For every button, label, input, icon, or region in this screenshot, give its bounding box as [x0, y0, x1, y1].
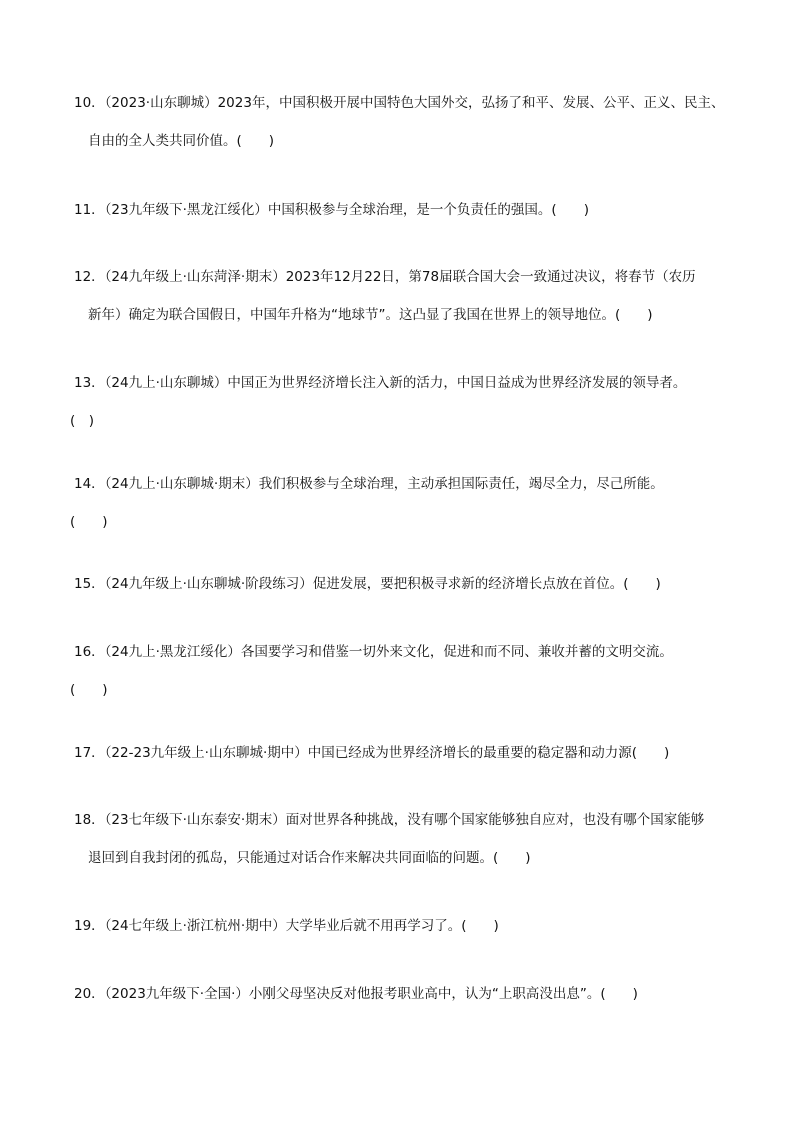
- question-line: [74, 258, 754, 296]
- answer-blank[interactable]: ( ): [493, 850, 531, 866]
- question-14: [70, 465, 754, 541]
- question-13: [70, 364, 754, 440]
- question-number: 20．: [74, 986, 105, 1002]
- answer-blank[interactable]: ( ): [615, 307, 653, 323]
- question-source: （2023九年级下·全国·）: [104, 986, 249, 1002]
- answer-blank[interactable]: ( ): [600, 986, 638, 1002]
- question-line: [74, 364, 754, 402]
- question-11: [74, 191, 754, 229]
- question-12: [74, 258, 754, 334]
- answer-blank[interactable]: ( ): [70, 514, 108, 530]
- question-line: [74, 191, 754, 229]
- question-line: [74, 975, 754, 1013]
- question-19: [74, 907, 754, 945]
- question-line: [74, 633, 754, 671]
- question-source: （23七年级下·山东泰安·期末）: [104, 812, 286, 828]
- question-line: [74, 122, 754, 160]
- question-line: [74, 296, 754, 334]
- question-10: [74, 84, 754, 160]
- question-line: [74, 84, 754, 122]
- question-statement: 2023年，中国积极开展中国特色大国外交，弘扬了和平、发展、公平、正义、民主、: [217, 95, 725, 111]
- question-line: [70, 503, 754, 541]
- answer-blank[interactable]: ( ): [461, 918, 499, 934]
- question-source: （23九年级下·黑龙江绥化）: [104, 202, 268, 218]
- question-15: [74, 565, 754, 603]
- answer-blank[interactable]: ( ): [551, 202, 589, 218]
- answer-blank[interactable]: ( ): [623, 576, 661, 592]
- question-statement: 我们积极参与全球治理，主动承担国际责任，竭尽全力，尽己所能。: [258, 476, 664, 492]
- question-statement: 促进发展，要把积极寻求新的经济增长点放在首位。: [312, 576, 624, 592]
- question-source: （24七年级上·浙江杭州·期中）: [104, 918, 286, 934]
- question-statement: 大学毕业后就不用再学习了。: [285, 918, 462, 934]
- question-line: [70, 402, 754, 440]
- question-number: 11．: [74, 202, 105, 218]
- question-statement: 中国已经成为世界经济增长的最重要的稳定器和动力源: [307, 745, 632, 761]
- question-number: 19．: [74, 918, 105, 934]
- question-source: （24九年级上·山东菏泽·期末）: [104, 269, 286, 285]
- question-17: [74, 734, 754, 772]
- question-source: （24九上·山东聊城·期末）: [104, 476, 259, 492]
- question-number: 14．: [74, 476, 105, 492]
- question-18: [74, 801, 754, 877]
- question-source: （22-23九年级上·山东聊城·期中）: [104, 745, 308, 761]
- question-line: [74, 734, 754, 772]
- answer-blank[interactable]: ( ): [70, 682, 108, 698]
- question-statement-continued: 自由的全人类共同价值。: [88, 133, 237, 149]
- question-source: （24九上·山东聊城）: [104, 375, 228, 391]
- question-number: 17．: [74, 745, 105, 761]
- question-number: 10．: [74, 95, 105, 111]
- question-statement-continued: 退回到自我封闭的孤岛，只能通过对话合作来解决共同面临的问题。: [88, 850, 493, 866]
- question-statement-continued: 新年）确定为联合国假日，中国年升格为“地球节”。这凸显了我国在世界上的领导地位。: [88, 307, 615, 323]
- question-statement: 面对世界各种挑战，没有哪个国家能够独自应对，也没有哪个国家能够: [285, 812, 705, 828]
- question-line: [70, 671, 754, 709]
- question-source: （24九上·黑龙江绥化）: [104, 644, 241, 660]
- question-number: 12．: [74, 269, 105, 285]
- answer-blank[interactable]: ( ): [70, 413, 95, 429]
- question-number: 18．: [74, 812, 105, 828]
- question-number: 13．: [74, 375, 105, 391]
- question-statement: 2023年12月22日，第78届联合国大会一致通过决议，将春节（农历: [285, 269, 696, 285]
- question-line: [74, 801, 754, 839]
- question-source: （24九年级上·山东聊城·阶段练习）: [104, 576, 313, 592]
- question-statement: 中国积极参与全球治理，是一个负责任的强国。: [267, 202, 552, 218]
- question-statement: 中国正为世界经济增长注入新的活力，中国日益成为世界经济发展的领导者。: [227, 375, 687, 391]
- question-number: 15．: [74, 576, 105, 592]
- question-20: [74, 975, 754, 1013]
- question-line: [74, 907, 754, 945]
- question-line: [74, 465, 754, 503]
- answer-blank[interactable]: ( ): [631, 745, 670, 761]
- question-statement: 各国要学习和借鉴一切外来文化，促进和而不同、兼收并蓄的文明交流。: [240, 644, 673, 660]
- question-line: [74, 565, 754, 603]
- question-statement: 小刚父母坚决反对他报考职业高中，认为“上职高没出息”。: [248, 986, 601, 1002]
- question-line: [74, 839, 754, 877]
- question-source: （2023·山东聊城）: [104, 95, 218, 111]
- answer-blank[interactable]: ( ): [236, 133, 275, 149]
- question-number: 16．: [74, 644, 105, 660]
- question-16: [70, 633, 754, 709]
